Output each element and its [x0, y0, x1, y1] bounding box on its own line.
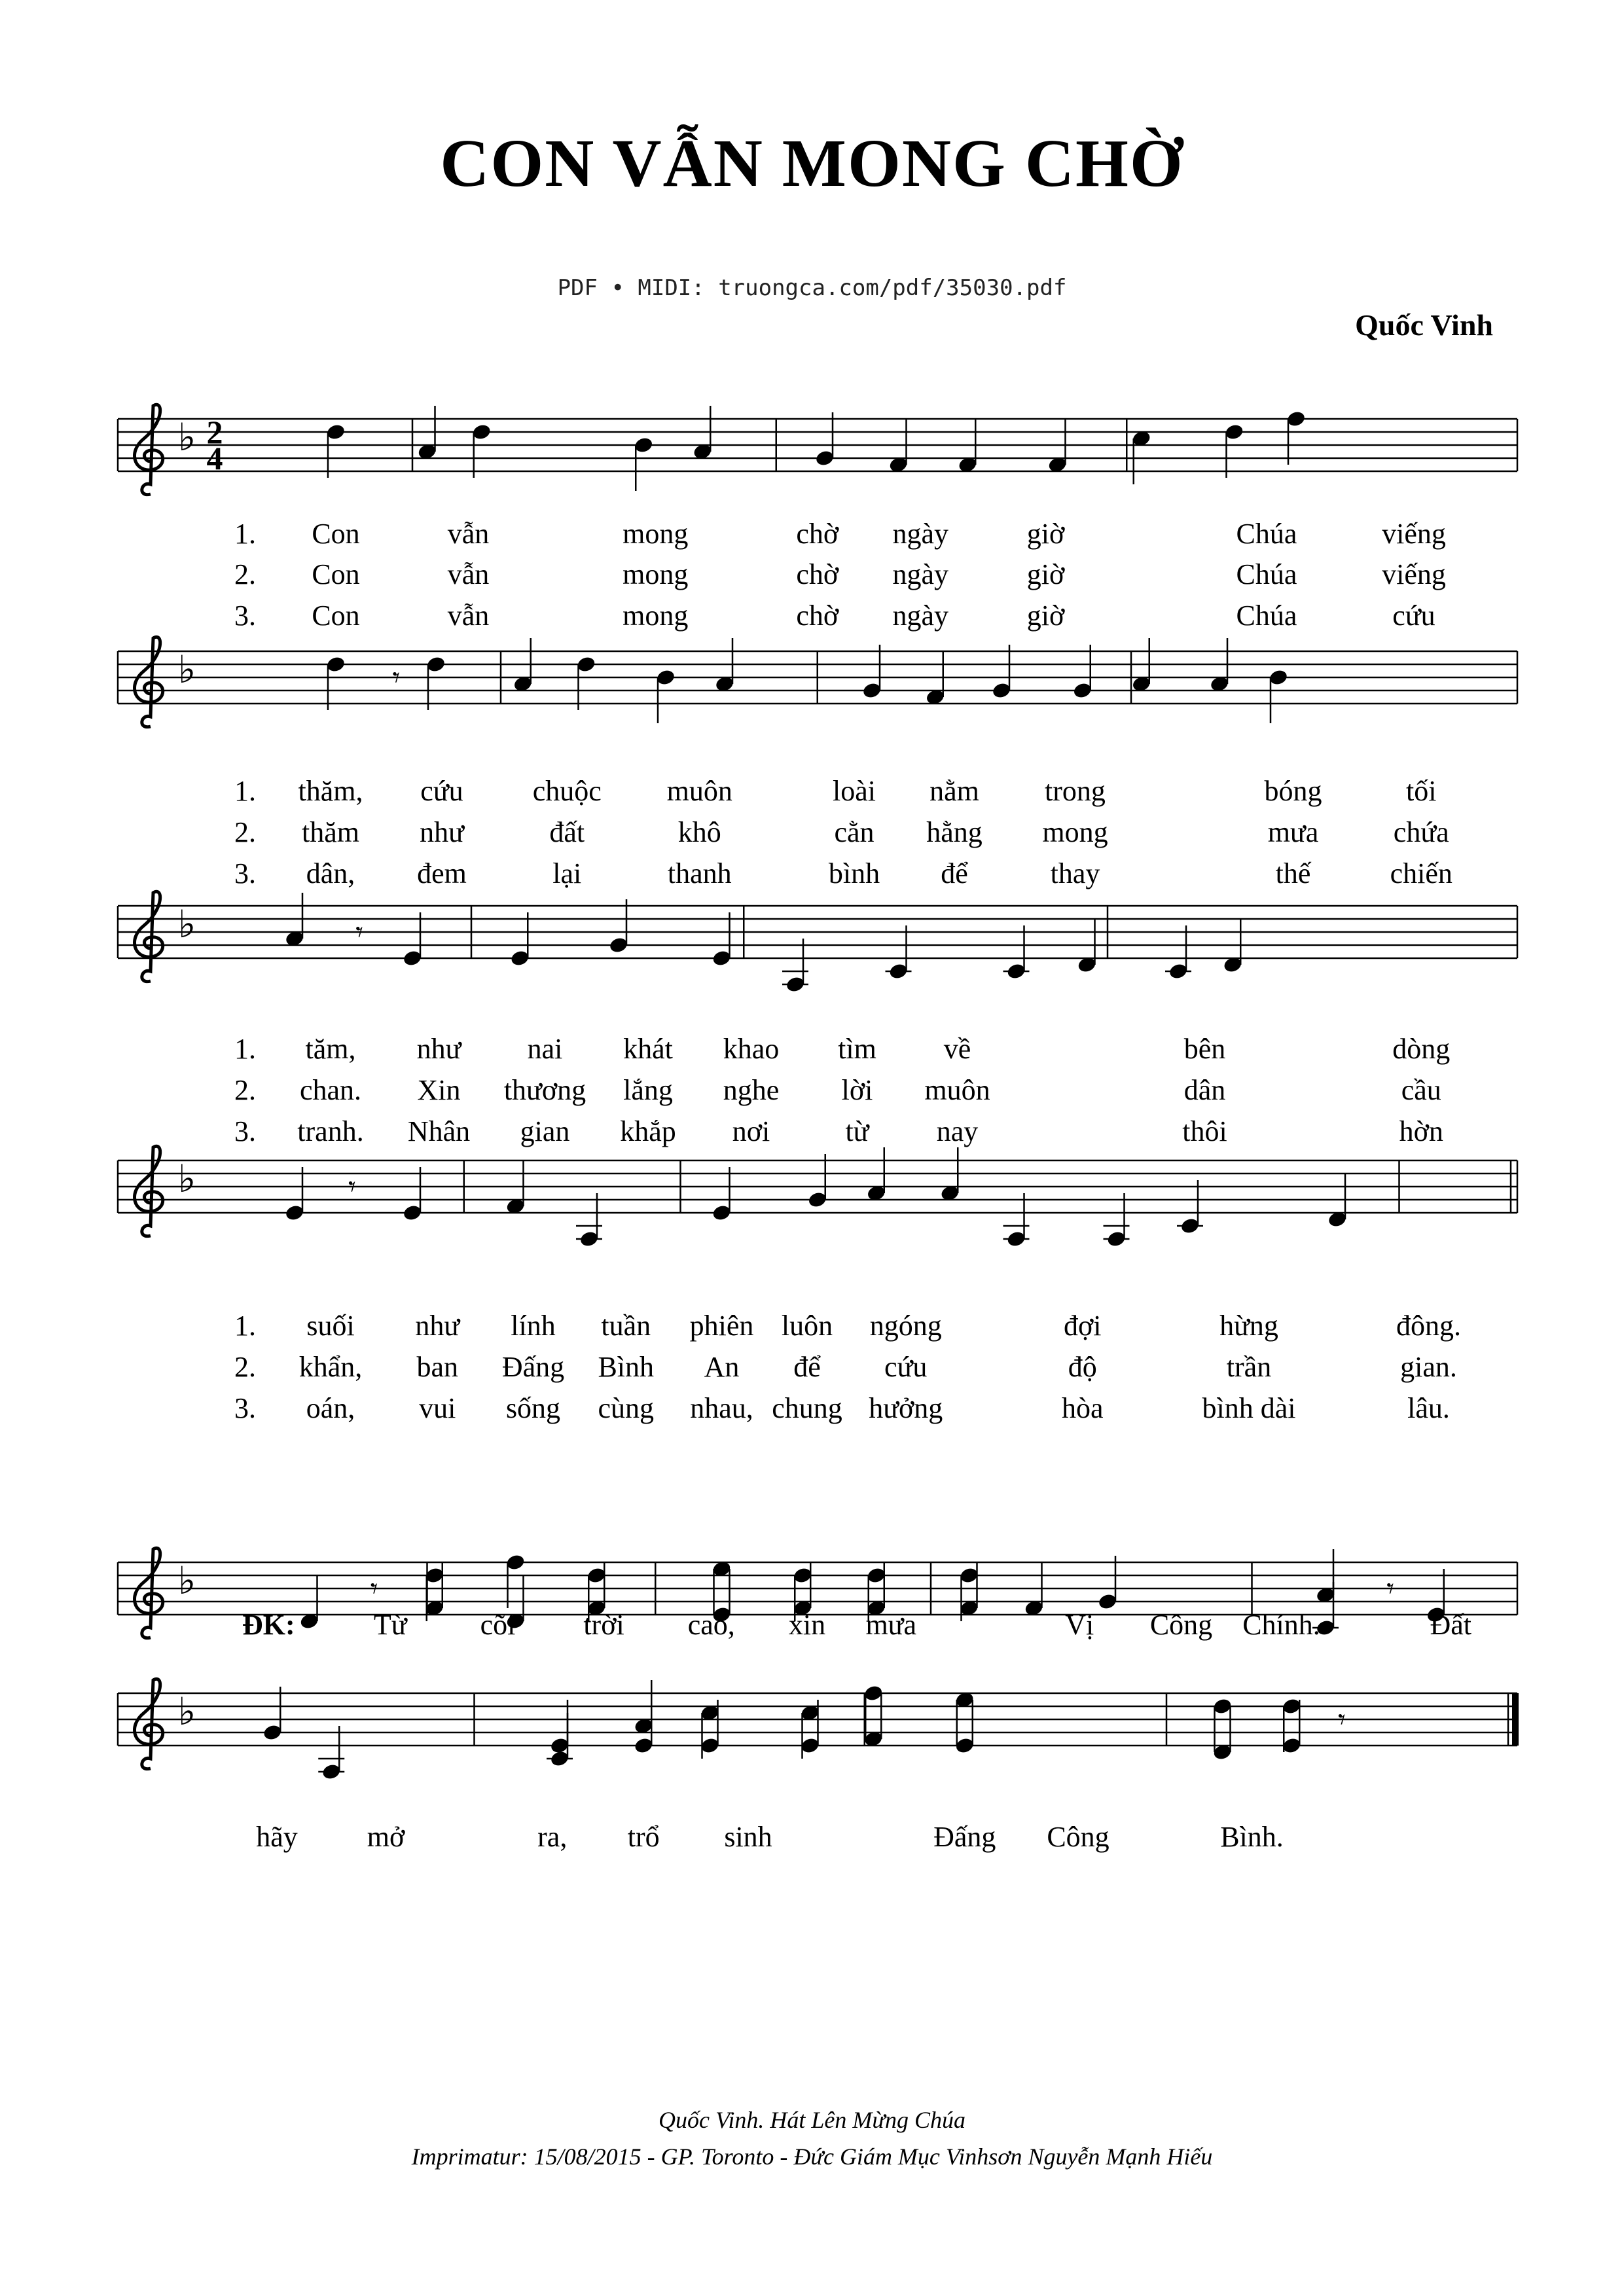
lyric-word: trần — [1226, 1351, 1272, 1383]
key-flat-icon: ♭ — [178, 902, 196, 946]
lyric-word: cùng — [598, 1392, 655, 1424]
lyric-word: về — [943, 1033, 971, 1065]
lyric-word: loài — [833, 775, 876, 807]
lyric-word: viếng — [1382, 518, 1446, 550]
lyric-word: cứu — [884, 1351, 928, 1383]
lyric-word: xin — [788, 1609, 826, 1641]
lyric-word: đất — [549, 816, 585, 848]
lyric-word: gian. — [1400, 1351, 1457, 1383]
lyric-word: ngày — [892, 558, 949, 590]
lyric-word: nay — [936, 1115, 979, 1147]
lyric-word: Chúa — [1236, 558, 1297, 590]
lyric-word: muôn — [924, 1074, 990, 1106]
lyric-word: thăm, — [298, 775, 363, 807]
lyric-word: tranh. — [297, 1115, 364, 1147]
lyric-word: ra, — [537, 1821, 568, 1853]
lyric-word: bóng — [1264, 775, 1322, 807]
eighth-rest-icon: 𝄾 — [392, 661, 401, 694]
lyric-word: cứu — [420, 775, 463, 807]
lyric-word: hưởng — [869, 1392, 943, 1424]
eighth-rest-icon: 𝄾 — [355, 916, 363, 949]
lyric-word: từ — [845, 1115, 869, 1147]
lyric-word: lắng — [623, 1074, 673, 1106]
key-flat-icon: ♭ — [178, 415, 196, 459]
lyric-word: hờn — [1399, 1115, 1443, 1147]
lyric-word: viếng — [1382, 558, 1446, 590]
lyric-word: nằm — [929, 775, 979, 807]
lyric-word: trời — [583, 1609, 624, 1641]
lyric-word: Đấng — [501, 1351, 565, 1383]
verse-number: 2. — [234, 1074, 256, 1106]
lyric-word: luôn — [781, 1310, 833, 1342]
verse-number: 3. — [234, 1392, 256, 1424]
footer-source: Quốc Vinh. Hát Lên Mừng Chúa — [659, 2107, 965, 2133]
lyric-word: Vị — [1065, 1609, 1094, 1641]
lyric-word: cầu — [1401, 1074, 1441, 1106]
lyric-word: hãy — [256, 1821, 298, 1853]
lyric-word: độ — [1068, 1351, 1097, 1383]
lyric-word: mở — [367, 1821, 405, 1853]
lyric-word: đông. — [1396, 1310, 1461, 1342]
lyric-word: dân — [1183, 1074, 1226, 1106]
verse-number: 2. — [234, 1351, 256, 1383]
lyric-word: như — [420, 816, 464, 848]
verse-number: 3. — [234, 600, 256, 632]
lyric-word: suối — [306, 1310, 355, 1342]
lyric-word: Chúa — [1236, 600, 1297, 632]
lyric-word: sinh — [724, 1821, 772, 1853]
lyric-word: lời — [841, 1074, 873, 1106]
lyric-word: Nhân — [407, 1115, 471, 1147]
lyric-word: thay — [1050, 857, 1100, 889]
lyric-word: cõi — [480, 1609, 516, 1641]
verse-number: ĐK: — [242, 1609, 295, 1641]
lyric-word: hừng — [1219, 1310, 1278, 1342]
lyric-word: Bình. — [1220, 1821, 1284, 1853]
lyric-word: thôi — [1182, 1115, 1227, 1147]
lyric-word: Từ — [373, 1609, 407, 1641]
verse-number: 1. — [234, 1033, 256, 1065]
lyric-word: nơi — [732, 1115, 770, 1147]
lyric-word: gian — [520, 1115, 570, 1147]
key-flat-icon: ♭ — [178, 1689, 196, 1734]
lyric-word: sống — [505, 1392, 561, 1424]
lyric-word: khát — [623, 1033, 673, 1065]
lyric-word: Xin — [417, 1074, 461, 1106]
lyric-word: tối — [1406, 775, 1437, 807]
lyric-word: chờ — [796, 518, 839, 550]
lyric-word: ngày — [892, 518, 949, 550]
lyric-word: khắp — [620, 1115, 676, 1147]
lyric-word: chờ — [796, 558, 839, 590]
lyric-word: lâu. — [1407, 1392, 1450, 1424]
lyric-word: vẫn — [447, 600, 490, 632]
lyric-word: thương — [503, 1074, 586, 1106]
lyric-word: vẫn — [447, 518, 490, 550]
lyric-word: giờ — [1026, 558, 1065, 590]
time-signature-top: 2 — [206, 414, 223, 450]
lyric-word: Đất — [1430, 1609, 1472, 1641]
lyric-word: thanh — [667, 857, 732, 889]
time-signature-bottom: 4 — [206, 440, 223, 476]
lyric-word: nghe — [723, 1074, 780, 1106]
lyric-word: tăm, — [305, 1033, 356, 1065]
lyric-word: Công — [1149, 1609, 1213, 1641]
eighth-rest-icon: 𝄾 — [1338, 1703, 1346, 1736]
lyric-word: vui — [419, 1392, 456, 1424]
lyric-word: mong — [623, 600, 689, 632]
lyric-word: Con — [312, 518, 360, 550]
lyric-word: khô — [677, 816, 721, 848]
key-flat-icon: ♭ — [178, 1558, 196, 1603]
lyric-word: giờ — [1026, 518, 1065, 550]
lyric-word: như — [415, 1310, 460, 1342]
eighth-rest-icon: 𝄾 — [1386, 1572, 1394, 1605]
lyric-word: lính — [511, 1310, 556, 1342]
verse-number: 2. — [234, 558, 256, 590]
verse-number: 1. — [234, 518, 256, 550]
lyric-word: bình dài — [1202, 1392, 1296, 1424]
lyric-word: bên — [1183, 1033, 1226, 1065]
lyric-word: mong — [623, 518, 689, 550]
lyric-word: dòng — [1392, 1033, 1451, 1065]
verse-number: 3. — [234, 857, 256, 889]
lyric-word: để — [793, 1351, 821, 1383]
eighth-rest-icon: 𝄾 — [370, 1572, 378, 1605]
lyric-word: An — [704, 1351, 740, 1383]
lyric-word: mưa — [865, 1609, 917, 1641]
lyric-word: mong — [1042, 816, 1108, 848]
lyric-word: thăm — [302, 816, 359, 848]
lyric-word: cằn — [834, 816, 875, 848]
lyric-word: chuộc — [532, 775, 602, 807]
lyric-word: đợi — [1064, 1310, 1102, 1342]
lyric-word: Bình — [598, 1351, 655, 1383]
lyric-word: Công — [1047, 1821, 1110, 1853]
lyric-word: giờ — [1026, 600, 1065, 632]
lyric-word: như — [416, 1033, 461, 1065]
lyric-word: nai — [527, 1033, 563, 1065]
verse-number: 1. — [234, 1310, 256, 1342]
lyric-word: tìm — [838, 1033, 876, 1065]
eighth-rest-icon: 𝄾 — [348, 1170, 356, 1204]
lyric-word: Con — [312, 558, 360, 590]
lyric-word: mưa — [1267, 816, 1319, 848]
lyric-word: đem — [417, 857, 467, 889]
lyric-word: khao — [723, 1033, 780, 1065]
pdf-midi-link[interactable]: PDF • MIDI: truongca.com/pdf/35030.pdf — [557, 275, 1067, 301]
lyric-word: Chính. — [1242, 1609, 1320, 1641]
lyric-word: chứa — [1393, 816, 1449, 848]
lyric-word: hằng — [926, 816, 983, 848]
lyric-word: trong — [1045, 775, 1106, 807]
song-title: CON VẪN MONG CHỜ — [440, 126, 1184, 201]
lyric-word: muôn — [666, 775, 732, 807]
lyric-word: nhau, — [690, 1392, 753, 1424]
lyric-word: chung — [772, 1392, 842, 1424]
lyric-word: chan. — [299, 1074, 362, 1106]
footer-imprimatur: Imprimatur: 15/08/2015 - GP. Toronto - Đức Giám Mục Vinhsơn Nguyễn Mạnh Hiếu — [411, 2144, 1213, 2170]
lyric-word: cứu — [1392, 600, 1435, 632]
lyric-word: thế — [1275, 857, 1311, 889]
lyric-word: tuần — [601, 1310, 651, 1342]
lyric-word: trổ — [627, 1821, 660, 1853]
composer: Quốc Vinh — [1355, 308, 1493, 342]
key-flat-icon: ♭ — [178, 647, 196, 692]
lyric-word: Đấng — [933, 1821, 996, 1853]
lyric-word: Con — [312, 600, 360, 632]
lyric-word: lại — [552, 857, 582, 889]
lyric-word: chiến — [1390, 857, 1453, 889]
lyric-word: bình — [828, 857, 880, 889]
lyric-word: chờ — [796, 600, 839, 632]
lyric-word: ban — [416, 1351, 459, 1383]
verse-number: 3. — [234, 1115, 256, 1147]
lyric-word: phiên — [689, 1310, 754, 1342]
key-flat-icon: ♭ — [178, 1157, 196, 1201]
final-barline — [1512, 1693, 1519, 1746]
lyric-word: mong — [623, 558, 689, 590]
lyric-word: dân, — [306, 857, 355, 889]
lyric-word: cao, — [687, 1609, 735, 1641]
lyric-word: oán, — [306, 1392, 355, 1424]
verse-number: 1. — [234, 775, 256, 807]
lyric-word: ngày — [892, 600, 949, 632]
lyric-word: để — [941, 857, 968, 889]
lyric-word: ngóng — [869, 1310, 942, 1342]
lyric-word: hòa — [1061, 1392, 1104, 1424]
lyric-word: khẩn, — [298, 1351, 363, 1383]
lyric-word: Chúa — [1236, 518, 1297, 550]
verse-number: 2. — [234, 816, 256, 848]
lyric-word: vẫn — [447, 558, 490, 590]
